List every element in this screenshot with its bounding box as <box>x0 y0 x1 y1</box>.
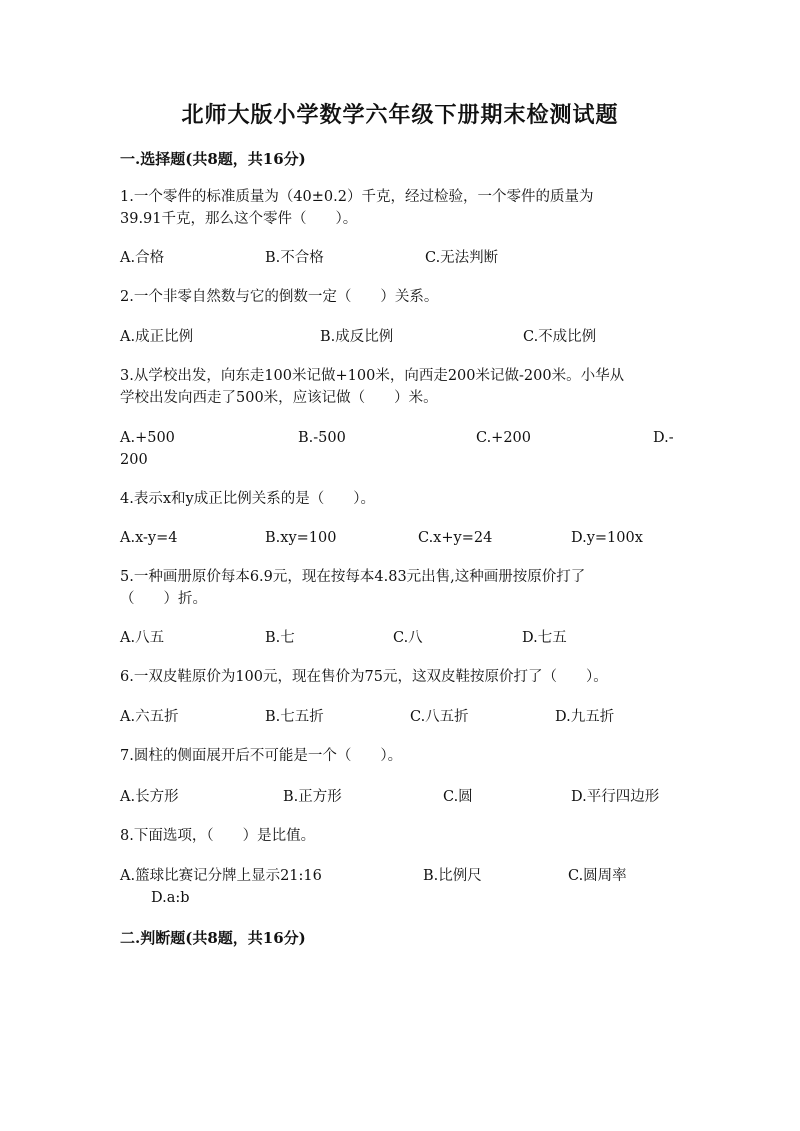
option-b: B.七 <box>265 630 295 646</box>
option-d-continued: 200 <box>120 452 148 468</box>
question-line: （ ）折。 <box>120 591 207 607</box>
question-5 <box>120 566 680 610</box>
option-b: B.七五折 <box>265 709 324 725</box>
question-line: 7.圆柱的侧面展开后不可能是一个（ ）。 <box>120 748 403 764</box>
option-a: A.篮球比赛记分牌上显示21:16 <box>120 868 322 884</box>
question-line: 学校出发向西走了500米，应该记做（ ）米。 <box>120 390 438 406</box>
option-a: A.长方形 <box>120 789 179 805</box>
option-b: B.比例尺 <box>423 868 482 884</box>
question-3 <box>120 365 680 409</box>
question-line: 5.一种画册原价每本6.9元，现在按每本4.83元出售,这种画册按原价打了 <box>120 569 586 585</box>
question-8 <box>120 825 680 847</box>
section-heading-judgment: 二.判断题(共8题，共16分) <box>120 929 306 947</box>
question-7 <box>120 745 680 767</box>
option-c: C.无法判断 <box>425 250 499 266</box>
options-6 <box>120 706 680 728</box>
question-1 <box>120 186 680 230</box>
options-3 <box>120 427 680 449</box>
option-b: B.不合格 <box>265 250 324 266</box>
question-line: 6.一双皮鞋原价为100元，现在售价为75元，这双皮鞋按原价打了（ ）。 <box>120 669 608 685</box>
option-c: C.x+y=24 <box>418 530 493 546</box>
option-d: D.七五 <box>522 630 567 646</box>
option-d: D.九五折 <box>555 709 615 725</box>
options-4 <box>120 527 680 549</box>
question-line: 2.一个非零自然数与它的倒数一定（ ）关系。 <box>120 289 439 305</box>
question-line: 4.表示x和y成正比例关系的是（ ）。 <box>120 491 375 507</box>
question-2 <box>120 286 680 308</box>
option-c: C.+200 <box>476 430 532 446</box>
options-1 <box>120 247 680 269</box>
option-c: C.圆 <box>443 789 473 805</box>
option-a: A.合格 <box>120 250 165 266</box>
question-4 <box>120 488 680 510</box>
option-a: A.x-y=4 <box>120 530 178 546</box>
options-7 <box>120 786 680 808</box>
option-c: C.八五折 <box>410 709 469 725</box>
option-d: D.y=100x <box>571 530 643 546</box>
option-d: D.- <box>653 430 674 446</box>
options-8 <box>120 865 680 887</box>
options-5 <box>120 627 680 649</box>
question-6 <box>120 666 680 688</box>
option-b: B.xy=100 <box>265 530 337 546</box>
question-line: 1.一个零件的标准质量为（40±0.2）千克，经过检验，一个零件的质量为 <box>120 189 594 205</box>
option-b: B.正方形 <box>283 789 342 805</box>
question-line: 3.从学校出发，向东走100米记做+100米，向西走200米记做-200米。小华从 <box>120 368 625 384</box>
options-2 <box>120 326 680 348</box>
option-c: C.圆周率 <box>568 868 627 884</box>
option-a: A.六五折 <box>120 709 179 725</box>
section-heading-choice: 一.选择题(共8题，共16分) <box>120 150 306 168</box>
option-c: C.不成比例 <box>523 329 597 345</box>
option-a: A.八五 <box>120 630 165 646</box>
option-a: A.+500 <box>120 430 175 446</box>
question-line: 8.下面选项，（ ）是比值。 <box>120 828 316 844</box>
option-b: B.-500 <box>298 430 346 446</box>
question-line: 39.91千克，那么这个零件（ ）。 <box>120 211 358 227</box>
option-a: A.成正比例 <box>120 329 194 345</box>
option-d: D.平行四边形 <box>571 789 660 805</box>
page-title: 北师大版小学数学六年级下册期末检测试题 <box>181 102 619 128</box>
option-b: B.成反比例 <box>320 329 394 345</box>
option-c: C.八 <box>393 630 423 646</box>
option-d: D.a:b <box>151 890 190 906</box>
